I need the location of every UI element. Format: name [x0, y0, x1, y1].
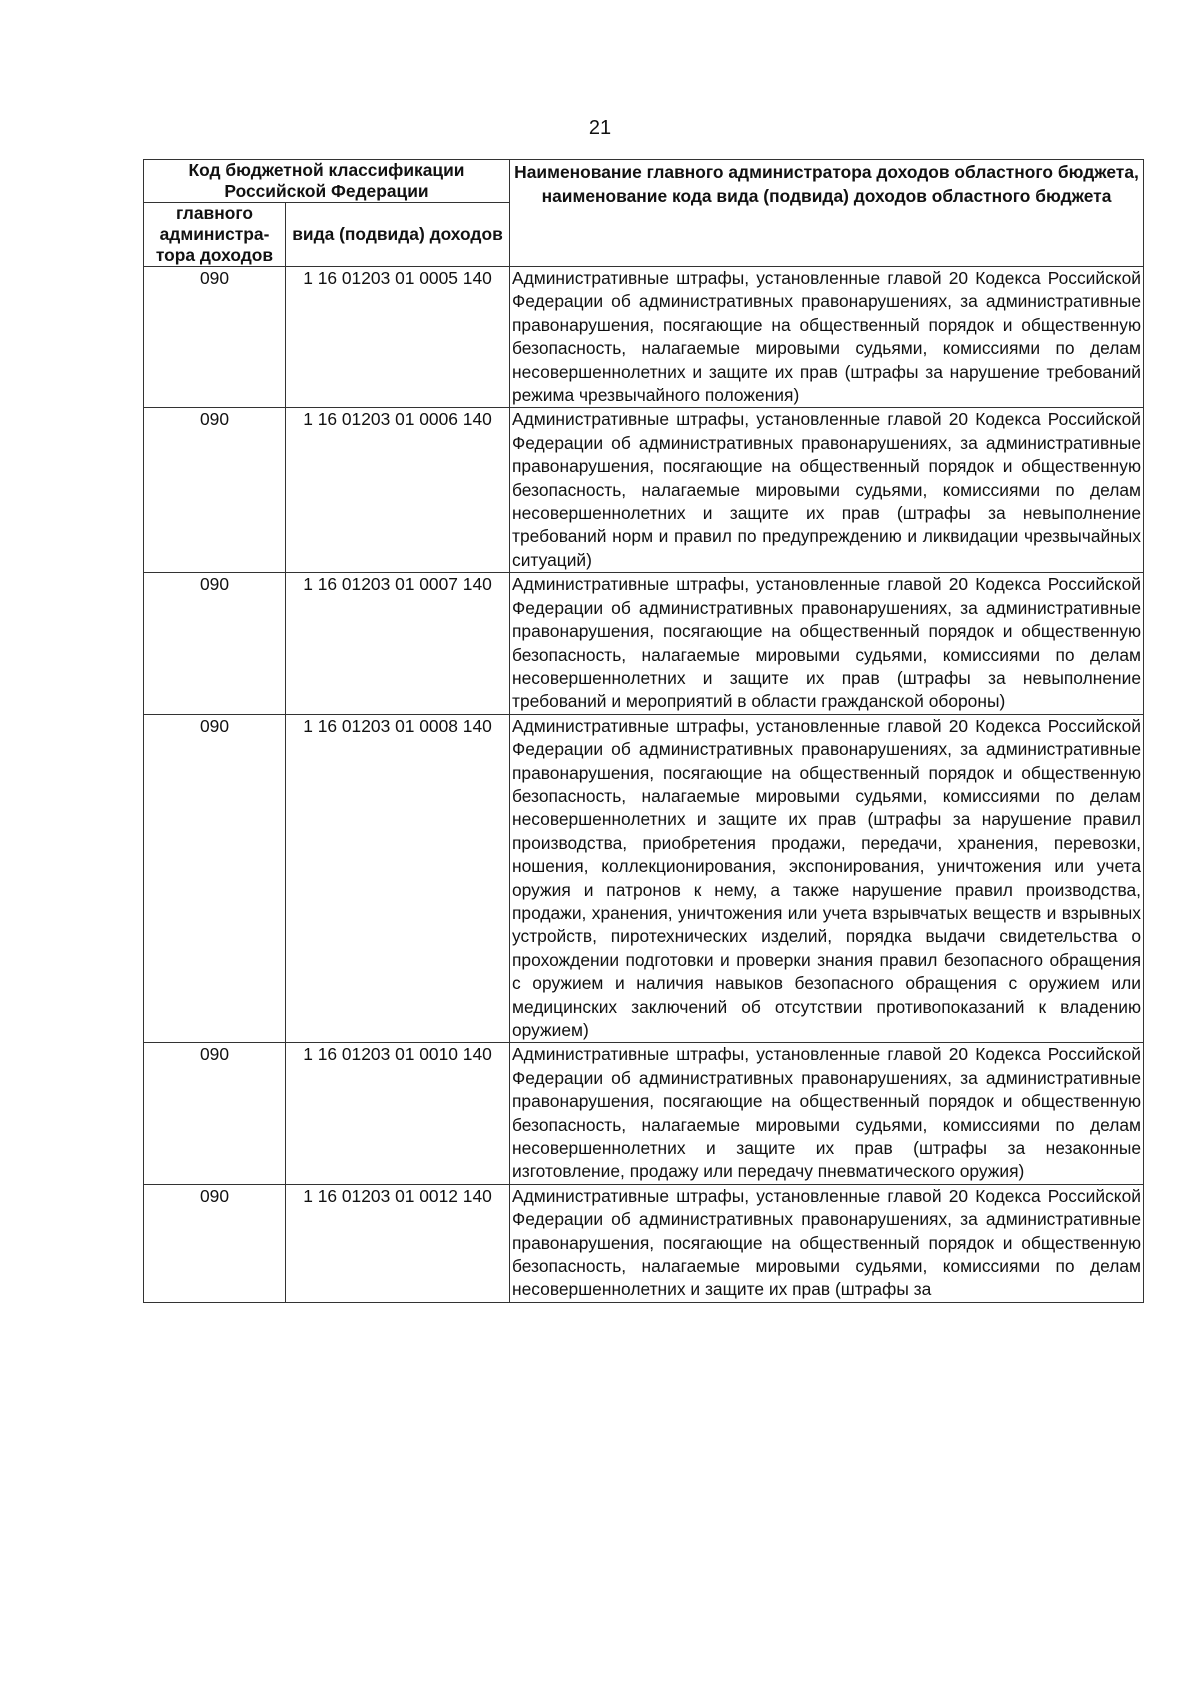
admin-code-cell: 090: [144, 408, 286, 573]
header-name-column: Наименование главного администратора доходов областного бюджета, наименование кода вида (подвида) доходов областного бюджета: [510, 160, 1144, 267]
income-code-cell: 1 16 01203 01 0010 140: [286, 1043, 510, 1184]
income-code-cell: 1 16 01203 01 0012 140: [286, 1184, 510, 1302]
admin-code-cell: 090: [144, 1043, 286, 1184]
table-row: [144, 408, 1144, 573]
table-row: [144, 267, 1144, 408]
header-row-group: [144, 160, 1144, 203]
description-cell: Административные штрафы, установленные главой 20 Кодекса Российской Федерации об административных правонарушениях, за административные правонарушения, посягающие на общественный порядок и общественную безопасность, налагаемые мировыми судьями, комиссиями по делам несовершеннолетних и защите их прав (штрафы за незаконные изготовление, продажу или передачу пневматического оружия): [510, 1043, 1144, 1184]
page-number: 21: [588, 117, 612, 139]
income-code-cell: 1 16 01203 01 0007 140: [286, 573, 510, 714]
income-code-cell: 1 16 01203 01 0006 140: [286, 408, 510, 573]
admin-code-cell: 090: [144, 714, 286, 1043]
table-row: [144, 573, 1144, 714]
header-group-label: Код бюджетной классификации Российской Федерации: [144, 160, 510, 203]
description-cell: Административные штрафы, установленные главой 20 Кодекса Российской Федерации об административных правонарушениях, за административные правонарушения, посягающие на общественный порядок и общественную безопасность, налагаемые мировыми судьями, комиссиями по делам несовершеннолетних и защите их прав (штрафы за: [510, 1184, 1144, 1302]
header-kind-column: вида (подвида) доходов: [286, 203, 510, 267]
admin-code-cell: 090: [144, 573, 286, 714]
income-code-cell: 1 16 01203 01 0005 140: [286, 267, 510, 408]
description-cell: Административные штрафы, установленные главой 20 Кодекса Российской Федерации об административных правонарушениях, за административные правонарушения, посягающие на общественный порядок и общественную безопасность, налагаемые мировыми судьями, комиссиями по делам несовершеннолетних и защите их прав (штрафы за нарушение правил производства, приобретения продажи, передачи, хранения, перевозки, ношения, коллекционирования, экспонирования, уничтожения или учета оружия и патронов к нему, а также нарушение правил производства, продажи, хранения, уничтожения или учета взрывчатых веществ и взрывных устройств, пиротехнических изделий, порядка выдачи свидетельства о прохождении подготовки и проверки знания правил безопасного обращения с оружием и наличия навыков безопасного обращения с оружием или медицинских заключений об отсутствии противопоказаний к владению оружием): [510, 714, 1144, 1043]
table-row: [144, 1184, 1144, 1302]
budget-classification-table: [143, 159, 1144, 1303]
admin-code-cell: 090: [144, 267, 286, 408]
admin-code-cell: 090: [144, 1184, 286, 1302]
description-cell: Административные штрафы, установленные главой 20 Кодекса Российской Федерации об административных правонарушениях, за административные правонарушения, посягающие на общественный порядок и общественную безопасность, налагаемые мировыми судьями, комиссиями по делам несовершеннолетних и защите их прав (штрафы за невыполнение требований и мероприятий в области гражданской обороны): [510, 573, 1144, 714]
header-admin-column: главного администра-тора доходов: [144, 203, 286, 267]
description-cell: Административные штрафы, установленные главой 20 Кодекса Российской Федерации об административных правонарушениях, за административные правонарушения, посягающие на общественный порядок и общественную безопасность, налагаемые мировыми судьями, комиссиями по делам несовершеннолетних и защите их прав (штрафы за нарушение требований режима чрезвычайного положения): [510, 267, 1144, 408]
table-row: [144, 1043, 1144, 1184]
description-cell: Административные штрафы, установленные главой 20 Кодекса Российской Федерации об административных правонарушениях, за административные правонарушения, посягающие на общественный порядок и общественную безопасность, налагаемые мировыми судьями, комиссиями по делам несовершеннолетних и защите их прав (штрафы за невыполнение требований норм и правил по предупреждению и ликвидации чрезвычайных ситуаций): [510, 408, 1144, 573]
table-row: [144, 714, 1144, 1043]
income-code-cell: 1 16 01203 01 0008 140: [286, 714, 510, 1043]
